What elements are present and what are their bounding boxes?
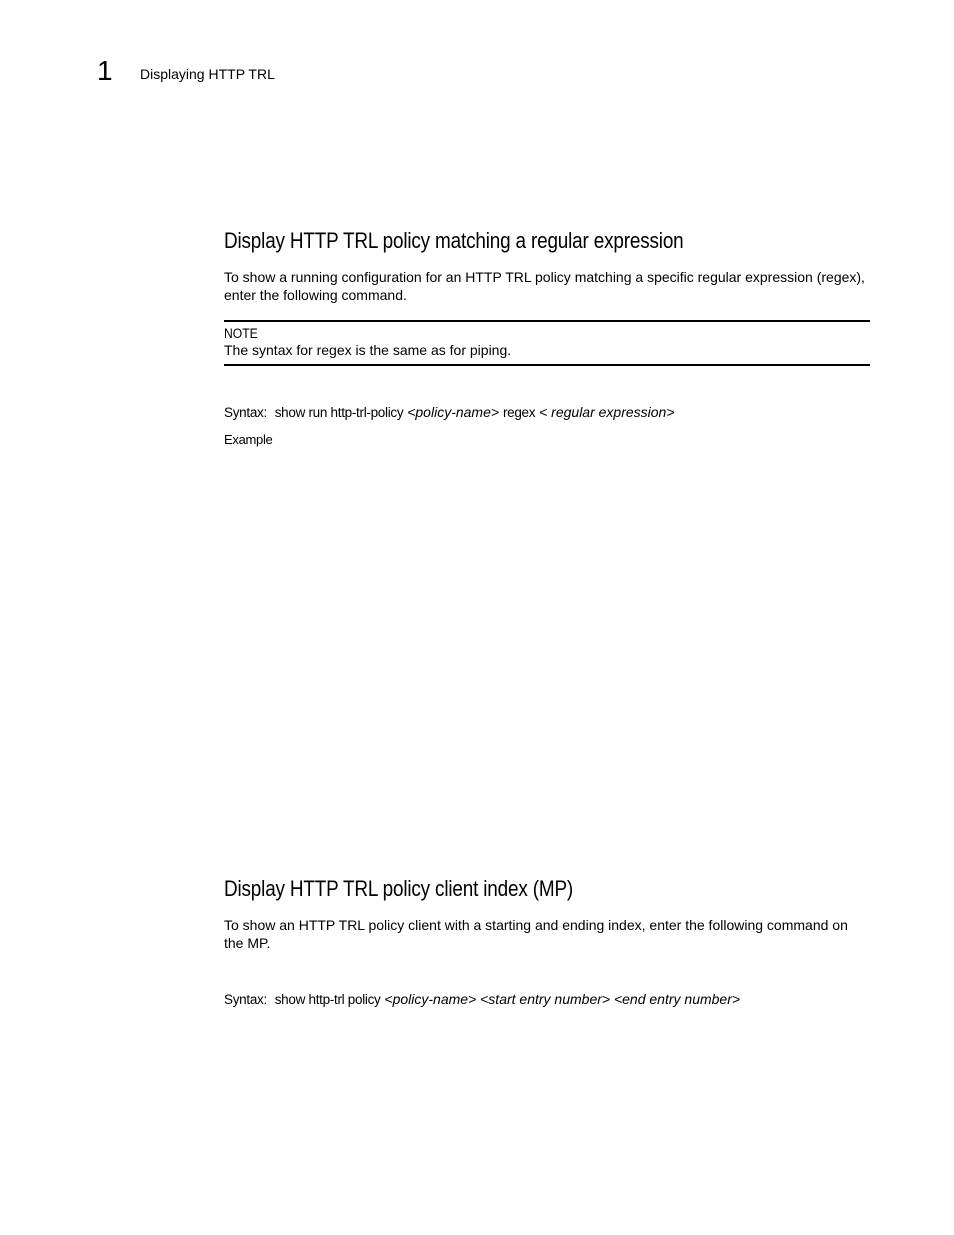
- section-client-index-intro-wrap: [224, 916, 870, 952]
- syntax-line-regex: [224, 403, 870, 422]
- syntax-args: <policy-name> <start entry number> <end entry number>: [384, 991, 741, 1007]
- section-regex: [224, 228, 870, 254]
- syntax-command: show http-trl policy: [274, 992, 381, 1007]
- section-regex-intro: To show a running configuration for an HTTP TRL policy matching a specific regular expression (regex), enter the following command.: [224, 269, 865, 303]
- chapter-number: 1: [97, 55, 113, 86]
- section-regex-title: Display HTTP TRL policy matching a regular expression: [224, 228, 684, 253]
- section-client-index: [224, 876, 870, 902]
- syntax-line-client-index: [224, 990, 870, 1009]
- syntax-command: show run http-trl-policy: [274, 405, 404, 420]
- section-client-index-title: Display HTTP TRL policy client index (MP): [224, 876, 574, 901]
- note-label: NOTE: [224, 326, 258, 341]
- running-header-title: Displaying HTTP TRL: [140, 66, 275, 82]
- syntax-arg-regular-expression: < regular expression>: [539, 404, 675, 420]
- syntax-label: Syntax:: [224, 992, 267, 1007]
- section-client-index-intro: To show an HTTP TRL policy client with a starting and ending index, enter the following command on the MP.: [224, 917, 848, 951]
- syntax-arg-policy-name: <policy-name>: [407, 404, 500, 420]
- note-block: [224, 320, 870, 366]
- note-box: [224, 320, 870, 366]
- section-regex-intro-wrap: [224, 268, 870, 304]
- note-text: The syntax for regex is the same as for piping.: [224, 342, 512, 358]
- syntax-label: Syntax:: [224, 405, 267, 420]
- syntax-keyword-regex: regex: [502, 405, 536, 420]
- example-label: Example: [224, 432, 273, 447]
